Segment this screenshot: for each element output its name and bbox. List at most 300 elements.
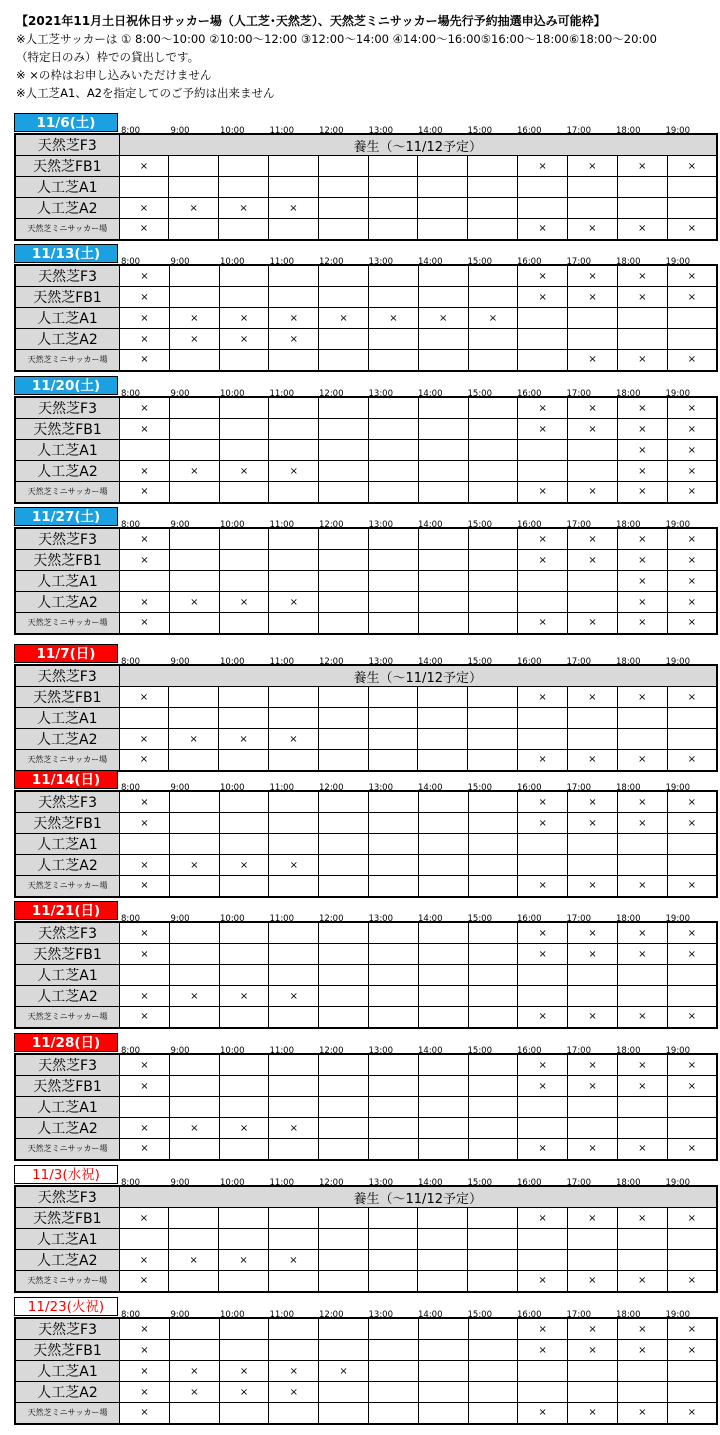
available-cell	[617, 986, 667, 1007]
field-label: 天然芝FB1	[15, 687, 119, 708]
time-label: 10:00	[220, 257, 245, 267]
day-header	[14, 243, 718, 267]
field-label: 天然芝ミニサッカー場	[15, 219, 119, 240]
unavailable-cell: ×	[518, 397, 568, 419]
unavailable-cell: ×	[667, 219, 717, 240]
unavailable-cell: ×	[567, 750, 617, 771]
available-cell	[219, 1271, 269, 1292]
available-cell	[318, 687, 368, 708]
unavailable-cell: ×	[568, 397, 618, 419]
available-cell	[667, 834, 717, 855]
time-label: 18:00	[616, 257, 641, 267]
table-row	[15, 419, 717, 440]
available-cell	[368, 687, 418, 708]
time-label: 8:00	[121, 657, 141, 667]
available-cell	[617, 308, 667, 329]
unavailable-cell: ×	[617, 287, 667, 308]
available-cell	[169, 1340, 219, 1361]
available-cell	[369, 986, 419, 1007]
time-label: 11:00	[269, 783, 294, 793]
date-label: 11/3(水祝)	[14, 1165, 118, 1184]
time-label: 10:00	[220, 126, 245, 136]
time-label: 11:00	[269, 257, 294, 267]
available-cell	[518, 329, 568, 350]
time-label: 9:00	[170, 657, 190, 667]
time-label: 16:00	[517, 914, 542, 924]
table-row	[15, 440, 717, 461]
time-header	[120, 1170, 714, 1188]
available-cell	[568, 308, 618, 329]
available-cell	[418, 965, 468, 986]
available-cell	[568, 592, 618, 613]
unavailable-cell: ×	[617, 1054, 667, 1076]
available-cell	[468, 708, 518, 729]
time-label: 18:00	[616, 389, 641, 399]
field-label: 人工芝A1	[15, 440, 120, 461]
time-label: 18:00	[616, 1178, 641, 1188]
unavailable-cell: ×	[518, 156, 568, 177]
table-row	[15, 156, 717, 177]
available-cell	[319, 550, 369, 571]
day-header	[14, 375, 718, 399]
table-row	[15, 350, 717, 371]
available-cell	[518, 440, 568, 461]
available-cell	[169, 350, 219, 371]
field-label: 天然芝FB1	[15, 944, 120, 965]
unavailable-cell: ×	[120, 419, 170, 440]
field-label: 天然芝ミニサッカー場	[15, 482, 120, 503]
curing-note: 養生（～11/12予定）	[119, 665, 717, 687]
available-cell	[468, 1139, 518, 1160]
field-label: 天然芝F3	[15, 1054, 120, 1076]
available-cell	[219, 419, 269, 440]
available-cell	[567, 198, 617, 219]
time-label: 14:00	[418, 1178, 443, 1188]
available-cell	[518, 308, 568, 329]
field-label: 人工芝A2	[15, 198, 119, 219]
available-cell	[518, 855, 568, 876]
available-cell	[219, 965, 269, 986]
time-label: 13:00	[368, 1046, 393, 1056]
unavailable-cell: ×	[667, 613, 717, 634]
unavailable-cell: ×	[568, 813, 618, 834]
available-cell	[418, 156, 468, 177]
available-cell	[169, 287, 219, 308]
available-cell	[468, 1097, 518, 1118]
available-cell	[468, 813, 518, 834]
unavailable-cell: ×	[518, 1403, 568, 1424]
time-header	[120, 512, 714, 530]
unavailable-cell: ×	[169, 461, 219, 482]
available-cell	[418, 1271, 468, 1292]
field-label: 天然芝F3	[15, 134, 119, 156]
available-cell	[518, 965, 568, 986]
available-cell	[518, 350, 568, 371]
available-cell	[369, 965, 419, 986]
field-label: 人工芝A1	[15, 1361, 120, 1382]
available-cell	[369, 350, 419, 371]
availability-table	[14, 133, 718, 241]
available-cell	[219, 1097, 269, 1118]
available-cell	[269, 944, 319, 965]
field-label: 天然芝ミニサッカー場	[15, 613, 120, 634]
unavailable-cell: ×	[667, 156, 717, 177]
available-cell	[318, 198, 368, 219]
table-row	[15, 1118, 717, 1139]
available-cell	[617, 965, 667, 986]
unavailable-cell: ×	[568, 1007, 618, 1028]
unavailable-cell: ×	[219, 1118, 269, 1139]
unavailable-cell: ×	[568, 265, 618, 287]
field-label: 天然芝FB1	[15, 156, 119, 177]
available-cell	[468, 329, 518, 350]
available-cell	[368, 219, 418, 240]
available-cell	[169, 219, 219, 240]
date-label: 11/20(土)	[14, 376, 118, 395]
available-cell	[368, 156, 418, 177]
available-cell	[169, 687, 219, 708]
available-cell	[468, 834, 518, 855]
available-cell	[268, 1208, 318, 1229]
table-row	[15, 219, 717, 240]
time-label: 14:00	[418, 1310, 443, 1320]
available-cell	[219, 1007, 269, 1028]
time-label: 12:00	[319, 126, 344, 136]
unavailable-cell: ×	[120, 791, 170, 813]
curing-note: 養生（～11/12予定）	[119, 1186, 717, 1208]
field-label: 天然芝FB1	[15, 287, 120, 308]
available-cell	[568, 461, 618, 482]
available-cell	[319, 440, 369, 461]
available-cell	[369, 419, 419, 440]
unavailable-cell: ×	[120, 287, 170, 308]
time-label: 17:00	[566, 1310, 591, 1320]
unavailable-cell: ×	[120, 329, 170, 350]
time-label: 13:00	[368, 520, 393, 530]
available-cell	[418, 1139, 468, 1160]
available-cell	[617, 708, 667, 729]
unavailable-cell: ×	[169, 855, 219, 876]
time-header	[120, 649, 714, 667]
available-cell	[418, 287, 468, 308]
unavailable-cell: ×	[219, 1361, 269, 1382]
available-cell	[319, 1382, 369, 1403]
available-cell	[319, 986, 369, 1007]
table-row	[15, 461, 717, 482]
unavailable-cell: ×	[667, 922, 717, 944]
available-cell	[169, 708, 219, 729]
table-row	[15, 287, 717, 308]
unavailable-cell: ×	[269, 1118, 319, 1139]
unavailable-cell: ×	[219, 592, 269, 613]
table-row	[15, 1208, 717, 1229]
available-cell	[617, 855, 667, 876]
day-header	[14, 506, 718, 530]
available-cell	[418, 1403, 468, 1424]
unavailable-cell: ×	[518, 1208, 568, 1229]
time-label: 14:00	[418, 914, 443, 924]
available-cell	[169, 834, 219, 855]
field-label: 天然芝F3	[15, 528, 120, 550]
unavailable-cell: ×	[120, 613, 170, 634]
time-label: 10:00	[220, 1178, 245, 1188]
unavailable-cell: ×	[667, 1208, 717, 1229]
available-cell	[667, 308, 717, 329]
available-cell	[468, 876, 518, 897]
available-cell	[169, 944, 219, 965]
unavailable-cell: ×	[617, 791, 667, 813]
unavailable-cell: ×	[269, 592, 319, 613]
available-cell	[418, 482, 468, 503]
time-label: 17:00	[566, 389, 591, 399]
available-cell	[468, 986, 518, 1007]
time-label: 11:00	[269, 1046, 294, 1056]
available-cell	[369, 461, 419, 482]
available-cell	[568, 834, 618, 855]
time-label: 19:00	[665, 257, 690, 267]
day-block	[14, 769, 718, 898]
time-label: 8:00	[121, 1046, 141, 1056]
time-label: 15:00	[467, 1310, 492, 1320]
time-label: 8:00	[121, 520, 141, 530]
available-cell	[319, 813, 369, 834]
unavailable-cell: ×	[667, 350, 717, 371]
unavailable-cell: ×	[169, 592, 219, 613]
available-cell	[219, 708, 269, 729]
time-label: 8:00	[121, 126, 141, 136]
available-cell	[418, 1250, 468, 1271]
time-label: 10:00	[220, 1310, 245, 1320]
available-cell	[567, 729, 617, 750]
date-label: 11/13(土)	[14, 244, 118, 263]
available-cell	[169, 613, 219, 634]
unavailable-cell: ×	[518, 944, 568, 965]
day-header	[14, 1164, 718, 1188]
available-cell	[318, 1208, 368, 1229]
available-cell	[568, 1097, 618, 1118]
available-cell	[319, 1076, 369, 1097]
unavailable-cell: ×	[617, 440, 667, 461]
unavailable-cell: ×	[567, 156, 617, 177]
time-label: 9:00	[170, 1178, 190, 1188]
field-label: 天然芝F3	[15, 665, 119, 687]
available-cell	[319, 419, 369, 440]
unavailable-cell: ×	[518, 219, 568, 240]
unavailable-cell: ×	[219, 855, 269, 876]
available-cell	[318, 1229, 368, 1250]
available-cell	[418, 834, 468, 855]
unavailable-cell: ×	[120, 308, 170, 329]
available-cell	[468, 1007, 518, 1028]
available-cell	[518, 708, 568, 729]
time-label: 8:00	[121, 1178, 141, 1188]
available-cell	[169, 1403, 219, 1424]
availability-table	[14, 790, 718, 898]
unavailable-cell: ×	[568, 791, 618, 813]
available-cell	[667, 1097, 717, 1118]
available-cell	[318, 729, 368, 750]
unavailable-cell: ×	[518, 265, 568, 287]
unavailable-cell: ×	[568, 1054, 618, 1076]
available-cell	[369, 550, 419, 571]
available-cell	[418, 1229, 468, 1250]
unavailable-cell: ×	[667, 813, 717, 834]
available-cell	[269, 550, 319, 571]
day-block	[14, 1032, 718, 1161]
unavailable-cell: ×	[269, 986, 319, 1007]
time-label: 14:00	[418, 257, 443, 267]
table-row	[15, 198, 717, 219]
time-label: 17:00	[566, 783, 591, 793]
unavailable-cell: ×	[120, 922, 170, 944]
available-cell	[219, 219, 269, 240]
unavailable-cell: ×	[219, 308, 269, 329]
field-label: 天然芝FB1	[15, 1076, 120, 1097]
time-label: 15:00	[467, 520, 492, 530]
day-block	[14, 243, 718, 372]
unavailable-cell: ×	[120, 482, 170, 503]
available-cell	[268, 1229, 318, 1250]
unavailable-cell: ×	[667, 440, 717, 461]
unavailable-cell: ×	[568, 528, 618, 550]
time-label: 16:00	[517, 1046, 542, 1056]
unavailable-cell: ×	[169, 1382, 219, 1403]
field-label: 人工芝A2	[15, 729, 119, 750]
available-cell	[468, 1361, 518, 1382]
available-cell	[369, 287, 419, 308]
available-cell	[617, 1382, 667, 1403]
available-cell	[368, 729, 418, 750]
available-cell	[169, 1139, 219, 1160]
available-cell	[369, 876, 419, 897]
field-label: 天然芝ミニサッカー場	[15, 1139, 120, 1160]
availability-table	[14, 664, 718, 772]
unavailable-cell: ×	[518, 1007, 568, 1028]
field-label: 天然芝FB1	[15, 1340, 120, 1361]
time-label: 17:00	[566, 257, 591, 267]
time-label: 8:00	[121, 1310, 141, 1320]
available-cell	[169, 965, 219, 986]
unavailable-cell: ×	[667, 1076, 717, 1097]
available-cell	[269, 1007, 319, 1028]
time-label: 9:00	[170, 1310, 190, 1320]
available-cell	[368, 177, 418, 198]
time-label: 9:00	[170, 914, 190, 924]
field-label: 天然芝FB1	[15, 1208, 119, 1229]
available-cell	[169, 1076, 219, 1097]
available-cell	[418, 1382, 468, 1403]
time-label: 19:00	[665, 389, 690, 399]
unavailable-cell: ×	[617, 350, 667, 371]
unavailable-cell: ×	[617, 397, 667, 419]
unavailable-cell: ×	[568, 1318, 618, 1340]
field-label: 天然芝ミニサッカー場	[15, 750, 119, 771]
unavailable-cell: ×	[617, 613, 667, 634]
available-cell	[369, 834, 419, 855]
unavailable-cell: ×	[219, 986, 269, 1007]
time-label: 8:00	[121, 914, 141, 924]
available-cell	[368, 198, 418, 219]
available-cell	[369, 1007, 419, 1028]
available-cell	[468, 461, 518, 482]
available-cell	[269, 813, 319, 834]
available-cell	[319, 965, 369, 986]
available-cell	[319, 1118, 369, 1139]
time-label: 10:00	[220, 520, 245, 530]
unavailable-cell: ×	[119, 1271, 169, 1292]
time-label: 13:00	[368, 126, 393, 136]
unavailable-cell: ×	[268, 729, 318, 750]
field-label: 天然芝ミニサッカー場	[15, 1271, 119, 1292]
available-cell	[468, 350, 518, 371]
unavailable-cell: ×	[518, 791, 568, 813]
unavailable-cell: ×	[617, 1007, 667, 1028]
field-label: 天然芝ミニサッカー場	[15, 876, 120, 897]
available-cell	[120, 571, 170, 592]
field-label: 人工芝A2	[15, 1382, 120, 1403]
available-cell	[169, 419, 219, 440]
unavailable-cell: ×	[617, 419, 667, 440]
available-cell	[268, 750, 318, 771]
unavailable-cell: ×	[568, 876, 618, 897]
time-label: 8:00	[121, 783, 141, 793]
available-cell	[169, 156, 219, 177]
available-cell	[318, 1271, 368, 1292]
unavailable-cell: ×	[667, 1318, 717, 1340]
field-label: 人工芝A2	[15, 855, 120, 876]
available-cell	[219, 1403, 269, 1424]
available-cell	[368, 750, 418, 771]
available-cell	[667, 986, 717, 1007]
available-cell	[468, 965, 518, 986]
available-cell	[269, 1097, 319, 1118]
available-cell	[568, 1361, 618, 1382]
available-cell	[169, 1271, 219, 1292]
curing-note: 養生（～11/12予定）	[119, 134, 717, 156]
unavailable-cell: ×	[269, 308, 319, 329]
time-label: 9:00	[170, 126, 190, 136]
unavailable-cell: ×	[518, 1139, 568, 1160]
available-cell	[468, 1403, 518, 1424]
available-cell	[418, 1118, 468, 1139]
time-label: 14:00	[418, 783, 443, 793]
available-cell	[418, 198, 468, 219]
available-cell	[418, 687, 468, 708]
available-cell	[319, 613, 369, 634]
available-cell	[468, 855, 518, 876]
available-cell	[269, 613, 319, 634]
available-cell	[468, 1250, 518, 1271]
time-label: 13:00	[368, 783, 393, 793]
date-label: 11/27(土)	[14, 507, 118, 526]
time-label: 17:00	[566, 1178, 591, 1188]
available-cell	[269, 571, 319, 592]
available-cell	[468, 944, 518, 965]
available-cell	[119, 177, 169, 198]
unavailable-cell: ×	[319, 1361, 369, 1382]
available-cell	[418, 419, 468, 440]
table-row	[15, 1007, 717, 1028]
available-cell	[468, 440, 518, 461]
time-label: 16:00	[517, 257, 542, 267]
unavailable-cell: ×	[120, 592, 170, 613]
available-cell	[318, 219, 368, 240]
available-cell	[418, 592, 468, 613]
unavailable-cell: ×	[518, 528, 568, 550]
available-cell	[268, 177, 318, 198]
field-label: 天然芝ミニサッカー場	[15, 1403, 120, 1424]
available-cell	[667, 1250, 717, 1271]
